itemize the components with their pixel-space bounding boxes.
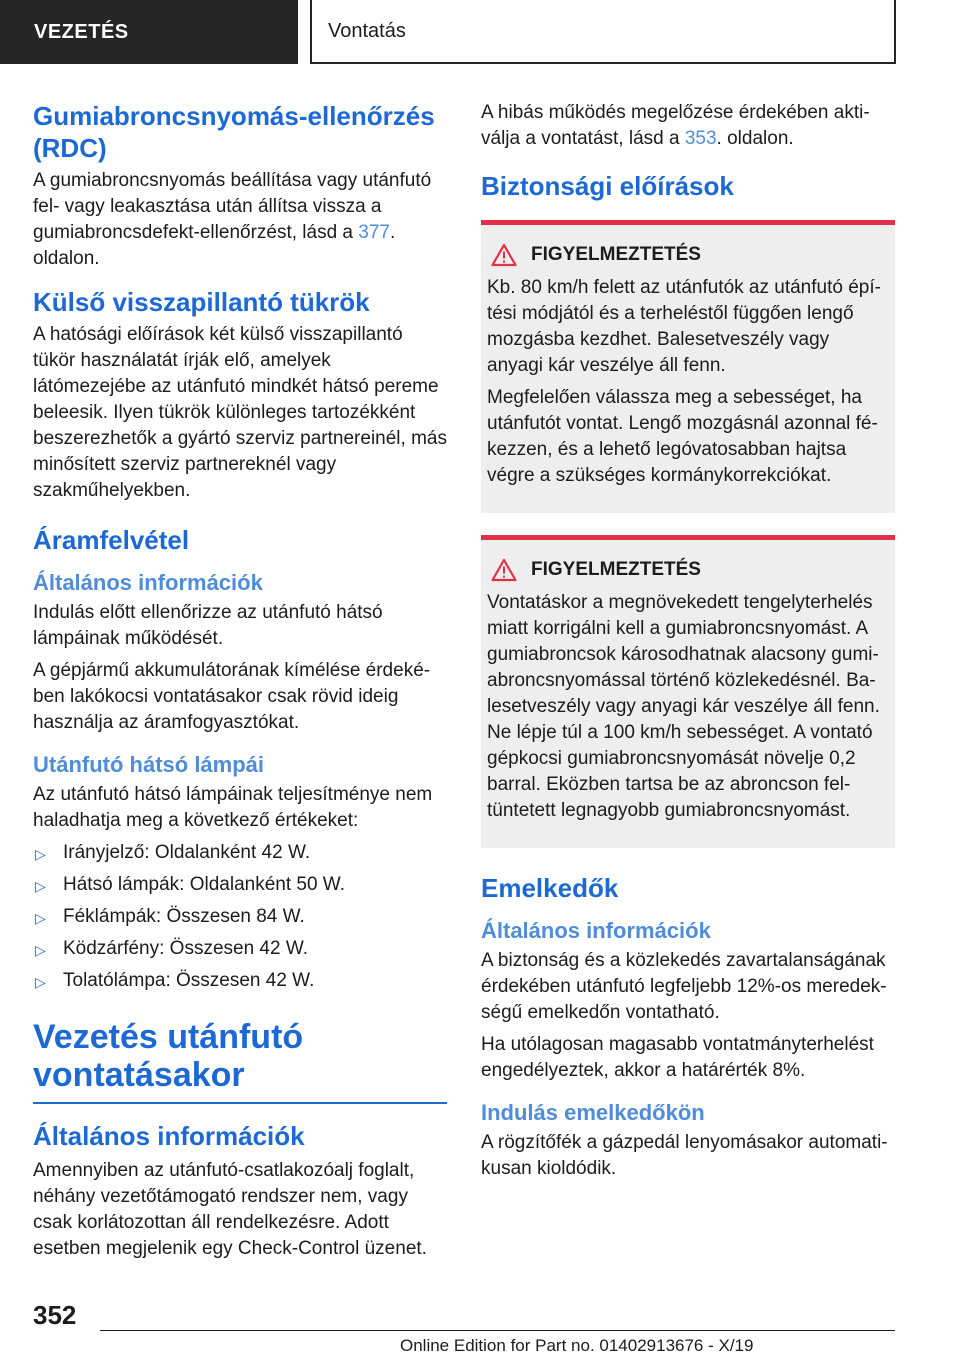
- subheading-trailer-lamps: Utánfutó hátsó lámpái: [33, 752, 265, 777]
- heading-power: Áramfelvétel: [33, 525, 190, 555]
- list-item-text: Irányjelző: Oldalanként 42 W.: [63, 842, 311, 863]
- warning-title-row: [487, 558, 889, 582]
- list-item: [33, 936, 447, 962]
- list-item: [33, 904, 447, 930]
- triangle-bullet-icon: ▷: [35, 974, 46, 990]
- subheading-general-info: Általános információk: [33, 570, 263, 595]
- triangle-bullet-icon: ▷: [35, 942, 46, 958]
- heading-mirrors: Külső visszapillantó tükrök: [33, 287, 370, 317]
- heading-driving-with-trailer: Vezetés utánfutó vontatásakor: [33, 1018, 304, 1094]
- rdc-paragraph: [33, 168, 447, 272]
- lamps-intro: Az utánfutó hátsó lámpáinak teljesítménye nem haladhatja meg a következő értékeket:: [33, 784, 433, 831]
- intro-text-a: A hibás működés megelőzése érdekében aktiválja a vontatást, lásd a: [481, 102, 870, 149]
- warning-2-paragraph-1: Vontatáskor a megnövekedett tengelyterhelés miatt korrigálni kell a gumiabroncsnyomást. A gumiabroncsok károsodhatnak alacsony gumiabroncsnyomással történő közlekedésnél. Balesetveszély vagy anyagi kár veszélye áll fenn. Ne lépje túl a 100 km/h sebességet. A vontató gépkocsi gumiabroncsnyomását növelje 0,2 barral. Eközben tartsa be az abroncson feltüntetett legnagyobb gumiabroncsnyomást.: [487, 592, 880, 821]
- driving-general-paragraph: Amennyiben az utánfutó-csatlakozóalj foglalt, néhány vezetőtámogató rendszer nem, vagy csak korlátozottan áll rendelkezésre. Adott esetben megjelenik egy Check-Control üzenet.: [33, 1160, 427, 1259]
- warning-title-row: [487, 243, 889, 267]
- section-title-block: [33, 1018, 447, 1104]
- uphill-paragraph-2: Ha utólagosan magasabb vontatmányterhelést engedélyeztek, akkor a határérték 8%.: [481, 1034, 874, 1081]
- heading-driving-general: Általános információk: [33, 1121, 305, 1151]
- triangle-bullet-icon: ▷: [35, 878, 46, 894]
- list-item-text: Ködzárfény: Összesen 42 W.: [63, 938, 309, 959]
- left-column: [33, 100, 447, 1268]
- warning-title: FIGYELMEZTETÉS: [531, 559, 701, 580]
- page-link-377[interactable]: 377: [358, 222, 390, 243]
- heading-uphill: Emelkedők: [481, 873, 619, 903]
- triangle-bullet-icon: ▷: [35, 846, 46, 862]
- warning-triangle-icon: [491, 243, 517, 267]
- heading-rdc: Gumiabroncsnyomás-ellenőrzés (RDC): [33, 101, 435, 163]
- start-uphill-paragraph: A rögzítőfék a gázpedál lenyomásakor automatikusan kioldódik.: [481, 1132, 888, 1179]
- footer-divider: [100, 1330, 895, 1331]
- list-item: [33, 840, 447, 866]
- subheading-start-uphill: Indulás emelkedőkön: [481, 1100, 705, 1125]
- warning-1-paragraph-2: Megfelelően válassza meg a sebességet, ha utánfutót vontat. Lengő mozgásnál azonnal fékezzen, és a lehető legóvatosabban hajtsa végre a szükséges kormánykorrekciókat.: [487, 387, 878, 486]
- header-section-title: Vontatás: [310, 0, 896, 64]
- lamps-list: [33, 840, 447, 994]
- warning-1-paragraph-1: Kb. 80 km/h felett az utánfutók az utánfutó építési módjától és a terheléstől függően lengő mozgásba kezdhet. Balesetveszély vagy anyagi kár veszélye áll fenn.: [487, 277, 881, 376]
- list-item-text: Tolatólámpa: Összesen 42 W.: [63, 970, 315, 991]
- rdc-text-a: A gumiabroncsnyomás beállítása vagy utánfutó fel- vagy leakasztása után állítsa vissza a gumiabroncsdefekt-ellenőrzést, lásd a: [33, 170, 432, 243]
- page-number: 352: [33, 1300, 77, 1330]
- intro-paragraph: [481, 100, 895, 152]
- subheading-uphill-general: Általános információk: [481, 918, 711, 943]
- list-item: [33, 872, 447, 898]
- general-paragraph-1: Indulás előtt ellenőrizze az utánfutó hátsó lámpáinak működését.: [33, 602, 383, 649]
- right-column: [481, 100, 895, 1188]
- list-item-text: Hátsó lámpák: Oldalanként 50 W.: [63, 874, 345, 895]
- rdc-text-b: . oldalon.: [33, 222, 396, 269]
- header-chapter-tab: VEZETÉS: [0, 0, 298, 64]
- heading-safety: Biztonsági előírások: [481, 171, 734, 201]
- uphill-paragraph-1: A biztonság és a közlekedés zavartalanságának érdekében utánfutó legfeljebb 12%-os meredekségű emelkedőn vontatható.: [481, 950, 887, 1023]
- page-link-353[interactable]: 353: [684, 128, 717, 149]
- mirror-paragraph: A hatósági előírások két külső visszapillantó tükör használatát írják elő, amelyek látómezejébe az utánfutó mindkét hátsó pereme beleesik. Ilyen tükrök különleges tartozékként beszerezhetők a gyártó szerviz partnereinél, más minősített szerviz partnereknél vagy szakműhelyekben.: [33, 324, 447, 501]
- warning-box-1: [481, 220, 895, 513]
- list-item-text: Féklámpák: Összesen 84 W.: [63, 906, 305, 927]
- intro-text-b: . oldalon.: [716, 128, 794, 149]
- footer-edition-text: Online Edition for Part no. 01402913676 - X/19: [400, 1336, 754, 1355]
- list-item: [33, 968, 447, 994]
- warning-title: FIGYELMEZTETÉS: [531, 244, 701, 265]
- general-paragraph-2: A gépjármű akkumulátorának kímélése érdekében lakókocsi vontatásakor csak rövid ideig használja az áramfogyasztókat.: [33, 660, 431, 733]
- warning-box-2: [481, 535, 895, 848]
- warning-triangle-icon: [491, 558, 517, 582]
- triangle-bullet-icon: ▷: [35, 910, 46, 926]
